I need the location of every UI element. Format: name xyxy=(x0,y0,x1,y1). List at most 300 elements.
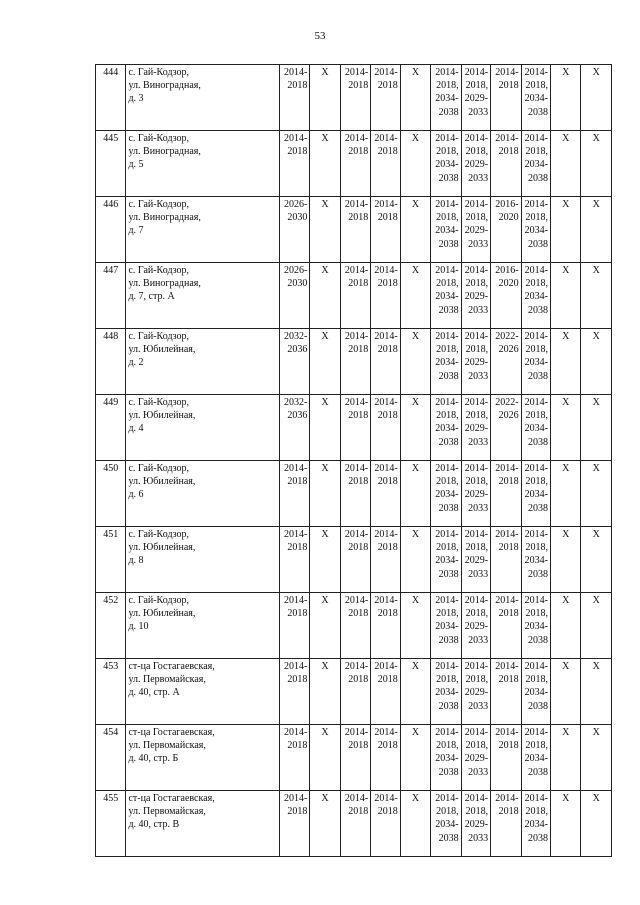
cell-line: 2014- xyxy=(283,793,308,804)
cell-line: 2038 xyxy=(438,370,459,382)
cell-line: 2018 xyxy=(377,806,398,818)
cell-line: 2038 xyxy=(528,502,549,514)
cell-line: 2034- xyxy=(435,819,459,831)
cell-line: д. 10 xyxy=(128,621,149,633)
cell-period-9 xyxy=(521,461,550,527)
cell-period-6 xyxy=(431,329,461,395)
cell-period-1 xyxy=(279,527,309,593)
cell-period-3 xyxy=(340,593,370,659)
cell-mark-5 xyxy=(400,527,430,593)
cell-period-4 xyxy=(371,329,400,395)
cell-line: 2018, xyxy=(525,806,549,818)
cell-line: 2029- xyxy=(464,555,489,567)
cell-period-3 xyxy=(340,725,370,791)
cell-line: 2018, xyxy=(436,740,459,752)
cell-line: 2034- xyxy=(524,159,549,171)
cell-line: 2038 xyxy=(438,766,459,778)
cell-mark-10 xyxy=(551,197,581,263)
cell-mark-11 xyxy=(581,791,612,857)
cell-line: 2018 xyxy=(377,80,398,92)
cell-period-9 xyxy=(521,725,550,791)
cell-line: 2014- xyxy=(344,595,369,606)
cell-line: 2034- xyxy=(435,357,459,369)
cell-number: 446 xyxy=(96,197,126,263)
cell-mark-10 xyxy=(551,131,581,197)
cell-line: 2014- xyxy=(495,793,519,804)
cell-address xyxy=(126,527,279,593)
cell-line: 2029- xyxy=(464,687,489,699)
cell-line: 2018, xyxy=(525,80,549,92)
cell-line: X xyxy=(592,133,600,144)
cell-line: 2014- xyxy=(374,397,398,408)
cell-line: с. Гай-Кодзор, xyxy=(128,397,190,408)
cell-address xyxy=(126,461,279,527)
cell-line: 2033 xyxy=(468,634,489,646)
cell-line: 2026- xyxy=(283,199,308,210)
cell-line: с. Гай-Кодзор, xyxy=(128,133,190,144)
cell-line: X xyxy=(411,661,420,672)
cell-mark-2 xyxy=(310,725,340,791)
cell-line: 2029- xyxy=(464,225,489,237)
cell-line: 2026- xyxy=(283,265,308,276)
cell-period-6 xyxy=(431,263,461,329)
cell-period-4 xyxy=(371,659,400,725)
cell-line: 2014- xyxy=(524,529,549,540)
cell-line: д. 3 xyxy=(128,93,144,105)
cell-line: 2034- xyxy=(524,687,549,699)
cell-address xyxy=(126,197,279,263)
cell-period-1 xyxy=(279,65,309,131)
cell-line: 2018 xyxy=(348,212,369,224)
cell-line: X xyxy=(592,529,600,540)
cell-line: 2014- xyxy=(524,397,549,408)
cell-line: 2038 xyxy=(528,172,549,184)
cell-line: ул. Юбилейная, xyxy=(128,608,196,620)
cell-line: X xyxy=(562,661,570,672)
cell-line: 2034- xyxy=(435,423,459,435)
cell-line: 2033 xyxy=(468,832,489,844)
cell-line: 2032- xyxy=(283,397,308,408)
cell-line: 2016- xyxy=(495,265,519,276)
cell-line: 2014- xyxy=(495,727,519,738)
cell-line: 2014- xyxy=(283,133,308,144)
cell-line: с. Гай-Кодзор, xyxy=(128,595,190,606)
cell-mark-5 xyxy=(400,461,430,527)
cell-line: 2018 xyxy=(498,146,519,158)
cell-line: 2018, xyxy=(465,344,489,356)
cell-number: 452 xyxy=(96,593,126,659)
cell-period-7 xyxy=(461,197,490,263)
cell-line: 2034- xyxy=(435,687,459,699)
cell-mark-2 xyxy=(310,65,340,131)
cell-line: 2014- xyxy=(435,529,459,540)
cell-line: 2034- xyxy=(435,555,459,567)
cell-period-3 xyxy=(340,461,370,527)
cell-line: 2038 xyxy=(528,106,549,118)
cell-address xyxy=(126,131,279,197)
cell-line: 2038 xyxy=(528,436,549,448)
cell-line: 2014- xyxy=(524,199,549,210)
cell-line: 2018 xyxy=(498,476,519,488)
cell-line: 2018, xyxy=(465,608,489,620)
cell-line: 2014- xyxy=(435,661,459,672)
cell-period-4 xyxy=(371,65,400,131)
cell-line: 2014- xyxy=(464,331,489,342)
cell-line: X xyxy=(321,661,329,672)
cell-period-1 xyxy=(279,263,309,329)
cell-mark-2 xyxy=(310,329,340,395)
cell-line: 2014- xyxy=(524,265,549,276)
cell-line: 2036 xyxy=(287,410,308,422)
cell-line: 2038 xyxy=(528,766,549,778)
page-number: 53 xyxy=(314,30,326,42)
cell-line: 2014- xyxy=(283,661,308,672)
cell-period-6 xyxy=(431,461,461,527)
cell-line: 2014- xyxy=(435,463,459,474)
cell-number: 447 xyxy=(96,263,126,329)
cell-line: 2038 xyxy=(528,304,549,316)
cell-line: 2014- xyxy=(464,199,489,210)
cell-line: 2014- xyxy=(495,529,519,540)
cell-line: 2014- xyxy=(524,727,549,738)
cell-line: 2018 xyxy=(348,674,369,686)
cell-period-3 xyxy=(340,527,370,593)
cell-line: с. Гай-Кодзор, xyxy=(128,67,190,78)
cell-line: 2038 xyxy=(438,106,459,118)
cell-line: 2029- xyxy=(464,159,489,171)
cell-line: 2014- xyxy=(374,133,398,144)
cell-mark-2 xyxy=(310,197,340,263)
cell-line: 2018 xyxy=(287,608,308,620)
cell-line: 2018 xyxy=(377,542,398,554)
cell-line: 2018 xyxy=(348,608,369,620)
cell-mark-11 xyxy=(581,329,612,395)
cell-period-3 xyxy=(340,131,370,197)
cell-line: X xyxy=(592,661,600,672)
cell-line: 2032- xyxy=(283,331,308,342)
cell-address xyxy=(126,329,279,395)
cell-line: 2038 xyxy=(438,832,459,844)
cell-line: 2018 xyxy=(377,740,398,752)
cell-line: 2014- xyxy=(524,133,549,144)
cell-line: 2033 xyxy=(468,238,489,250)
cell-line: ст-ца Гостагаевская, xyxy=(128,793,215,804)
cell-period-3 xyxy=(340,197,370,263)
cell-line: 2033 xyxy=(468,700,489,712)
cell-line: 2018 xyxy=(377,674,398,686)
cell-period-8 xyxy=(491,65,521,131)
cell-period-8 xyxy=(491,461,521,527)
register-table xyxy=(95,64,612,857)
cell-mark-11 xyxy=(581,65,612,131)
cell-mark-10 xyxy=(551,65,581,131)
cell-period-3 xyxy=(340,395,370,461)
cell-line: 2014- xyxy=(464,595,489,606)
cell-line: 2016- xyxy=(495,199,519,210)
cell-period-8 xyxy=(491,263,521,329)
cell-period-6 xyxy=(431,593,461,659)
cell-line: 2036 xyxy=(287,344,308,356)
cell-line: 2029- xyxy=(464,291,489,303)
cell-period-1 xyxy=(279,197,309,263)
cell-line: 2034- xyxy=(524,819,549,831)
cell-line: д. 40, стр. А xyxy=(128,687,180,699)
cell-mark-11 xyxy=(581,659,612,725)
cell-line: 2033 xyxy=(468,106,489,118)
cell-line: 2029- xyxy=(464,357,489,369)
cell-period-3 xyxy=(340,263,370,329)
cell-line: X xyxy=(321,331,329,342)
cell-period-9 xyxy=(521,197,550,263)
cell-line: 2018 xyxy=(287,542,308,554)
cell-period-9 xyxy=(521,527,550,593)
cell-mark-2 xyxy=(310,593,340,659)
cell-period-8 xyxy=(491,527,521,593)
cell-line: 2018, xyxy=(436,410,459,422)
cell-period-9 xyxy=(521,263,550,329)
cell-line: 2033 xyxy=(468,370,489,382)
cell-mark-10 xyxy=(551,791,581,857)
cell-line: 2034- xyxy=(435,753,459,765)
cell-line: с. Гай-Кодзор, xyxy=(128,265,190,276)
table-row xyxy=(96,527,612,593)
cell-mark-10 xyxy=(551,263,581,329)
cell-period-8 xyxy=(491,131,521,197)
cell-line: X xyxy=(562,67,570,78)
cell-mark-10 xyxy=(551,527,581,593)
table-row xyxy=(96,197,612,263)
cell-line: 2029- xyxy=(464,819,489,831)
cell-line: X xyxy=(411,529,420,540)
cell-line: 2018, xyxy=(465,146,489,158)
cell-line: 2014- xyxy=(524,67,549,78)
cell-line: 2014- xyxy=(524,793,549,804)
cell-line: 2034- xyxy=(435,489,459,501)
cell-period-8 xyxy=(491,329,521,395)
cell-line: 2014- xyxy=(524,331,549,342)
cell-line: д. 40, стр. В xyxy=(128,819,180,831)
cell-line: 2034- xyxy=(524,225,549,237)
cell-line: 2014- xyxy=(435,727,459,738)
cell-line: 2018 xyxy=(377,608,398,620)
cell-line: 2018, xyxy=(465,410,489,422)
cell-line: 2038 xyxy=(438,502,459,514)
cell-line: 2034- xyxy=(435,93,459,105)
cell-line: 2018, xyxy=(465,542,489,554)
cell-period-3 xyxy=(340,791,370,857)
cell-line: 2018, xyxy=(436,608,459,620)
cell-line: 2014- xyxy=(435,133,459,144)
cell-period-6 xyxy=(431,527,461,593)
cell-period-1 xyxy=(279,395,309,461)
cell-line: 2018 xyxy=(377,476,398,488)
cell-line: 2018, xyxy=(525,278,549,290)
cell-line: 2014- xyxy=(464,133,489,144)
cell-line: 2033 xyxy=(468,568,489,580)
cell-line: 2034- xyxy=(524,753,549,765)
cell-line: 2018, xyxy=(465,674,489,686)
cell-period-4 xyxy=(371,131,400,197)
cell-line: 2014- xyxy=(374,595,398,606)
cell-mark-11 xyxy=(581,131,612,197)
cell-mark-2 xyxy=(310,263,340,329)
cell-line: 2018 xyxy=(498,740,519,752)
cell-line: 2018, xyxy=(436,674,459,686)
table-row xyxy=(96,659,612,725)
cell-line: 2034- xyxy=(524,489,549,501)
cell-line: 2026 xyxy=(498,344,519,356)
cell-line: 2018 xyxy=(287,80,308,92)
cell-line: 2018, xyxy=(525,542,549,554)
cell-line: 2033 xyxy=(468,766,489,778)
table-row xyxy=(96,263,612,329)
cell-line: 2018 xyxy=(348,806,369,818)
cell-line: X xyxy=(321,397,329,408)
cell-line: 2030 xyxy=(287,212,308,224)
cell-line: ул. Виноградная, xyxy=(128,80,201,92)
cell-line: 2034- xyxy=(524,93,549,105)
cell-line: 2018, xyxy=(525,212,549,224)
cell-period-4 xyxy=(371,395,400,461)
cell-period-8 xyxy=(491,659,521,725)
cell-line: 2034- xyxy=(435,291,459,303)
cell-line: 2014- xyxy=(464,397,489,408)
cell-line: 2034- xyxy=(524,357,549,369)
cell-line: X xyxy=(411,331,420,342)
cell-line: 2018, xyxy=(436,212,459,224)
cell-line: 2018, xyxy=(436,476,459,488)
cell-line: 2018 xyxy=(287,740,308,752)
cell-line: 2020 xyxy=(498,212,519,224)
cell-number: 453 xyxy=(96,659,126,725)
cell-line: 2018 xyxy=(287,146,308,158)
cell-line: д. 5 xyxy=(128,159,144,171)
cell-line: 2018 xyxy=(377,278,398,290)
cell-line: 2018 xyxy=(348,476,369,488)
cell-line: 2014- xyxy=(283,67,308,78)
cell-line: 2034- xyxy=(524,291,549,303)
cell-period-8 xyxy=(491,791,521,857)
cell-line: 2034- xyxy=(524,423,549,435)
cell-mark-10 xyxy=(551,395,581,461)
cell-line: ул. Юбилейная, xyxy=(128,410,196,422)
cell-address xyxy=(126,65,279,131)
cell-mark-11 xyxy=(581,461,612,527)
cell-line: 2034- xyxy=(524,621,549,633)
cell-address xyxy=(126,725,279,791)
cell-line: X xyxy=(592,793,600,804)
cell-line: 2038 xyxy=(528,568,549,580)
cell-line: 2014- xyxy=(464,463,489,474)
cell-line: X xyxy=(411,727,420,738)
cell-line: 2038 xyxy=(438,172,459,184)
cell-line: X xyxy=(562,793,570,804)
cell-period-7 xyxy=(461,593,490,659)
cell-address xyxy=(126,395,279,461)
cell-period-1 xyxy=(279,659,309,725)
cell-mark-2 xyxy=(310,791,340,857)
cell-line: 2014- xyxy=(435,331,459,342)
table-row xyxy=(96,791,612,857)
cell-line: 2014- xyxy=(495,133,519,144)
cell-line: 2029- xyxy=(464,423,489,435)
cell-line: X xyxy=(592,463,600,474)
cell-line: 2018 xyxy=(498,674,519,686)
cell-line: 2018 xyxy=(287,476,308,488)
cell-line: 2018, xyxy=(465,740,489,752)
cell-line: 2018 xyxy=(498,542,519,554)
cell-line: 2014- xyxy=(464,661,489,672)
cell-line: 2014- xyxy=(374,67,398,78)
cell-period-9 xyxy=(521,791,550,857)
cell-mark-2 xyxy=(310,395,340,461)
cell-line: 2014- xyxy=(524,595,549,606)
cell-mark-5 xyxy=(400,65,430,131)
cell-line: 2014- xyxy=(435,793,459,804)
cell-number: 455 xyxy=(96,791,126,857)
cell-line: X xyxy=(562,133,570,144)
cell-line: ул. Виноградная, xyxy=(128,146,201,158)
cell-line: X xyxy=(411,265,420,276)
cell-mark-5 xyxy=(400,329,430,395)
cell-mark-11 xyxy=(581,725,612,791)
cell-line: 2014- xyxy=(283,727,308,738)
register-body xyxy=(96,65,612,857)
cell-line: 2034- xyxy=(435,159,459,171)
cell-line: 2018 xyxy=(348,410,369,422)
cell-line: ст-ца Гостагаевская, xyxy=(128,661,215,672)
cell-line: 2014- xyxy=(495,67,519,78)
cell-line: 2014- xyxy=(435,199,459,210)
cell-line: 2034- xyxy=(435,621,459,633)
cell-period-4 xyxy=(371,461,400,527)
cell-line: 2029- xyxy=(464,93,489,105)
cell-line: 2014- xyxy=(344,199,369,210)
cell-line: X xyxy=(592,265,600,276)
cell-period-7 xyxy=(461,263,490,329)
cell-mark-11 xyxy=(581,527,612,593)
cell-line: 2018, xyxy=(465,212,489,224)
cell-line: 2034- xyxy=(524,555,549,567)
cell-line: ст-ца Гостагаевская, xyxy=(128,727,215,738)
cell-line: 2038 xyxy=(438,304,459,316)
cell-line: 2018, xyxy=(436,806,459,818)
cell-line: X xyxy=(321,265,329,276)
cell-line: 2018, xyxy=(525,674,549,686)
cell-period-4 xyxy=(371,527,400,593)
cell-line: X xyxy=(411,463,420,474)
cell-line: с. Гай-Кодзор, xyxy=(128,331,190,342)
cell-line: 2018, xyxy=(525,608,549,620)
cell-line: 2014- xyxy=(283,463,308,474)
cell-line: X xyxy=(321,595,329,606)
cell-period-8 xyxy=(491,395,521,461)
cell-line: 2014- xyxy=(464,727,489,738)
cell-line: 2018, xyxy=(436,146,459,158)
cell-line: 2014- xyxy=(344,463,369,474)
cell-line: д. 40, стр. Б xyxy=(128,753,179,765)
cell-mark-5 xyxy=(400,263,430,329)
table-row xyxy=(96,395,612,461)
cell-line: 2014- xyxy=(495,463,519,474)
cell-mark-10 xyxy=(551,725,581,791)
cell-line: ул. Юбилейная, xyxy=(128,542,196,554)
cell-line: д. 4 xyxy=(128,423,144,435)
cell-line: X xyxy=(562,397,570,408)
cell-number: 451 xyxy=(96,527,126,593)
cell-period-6 xyxy=(431,65,461,131)
cell-line: X xyxy=(411,595,420,606)
